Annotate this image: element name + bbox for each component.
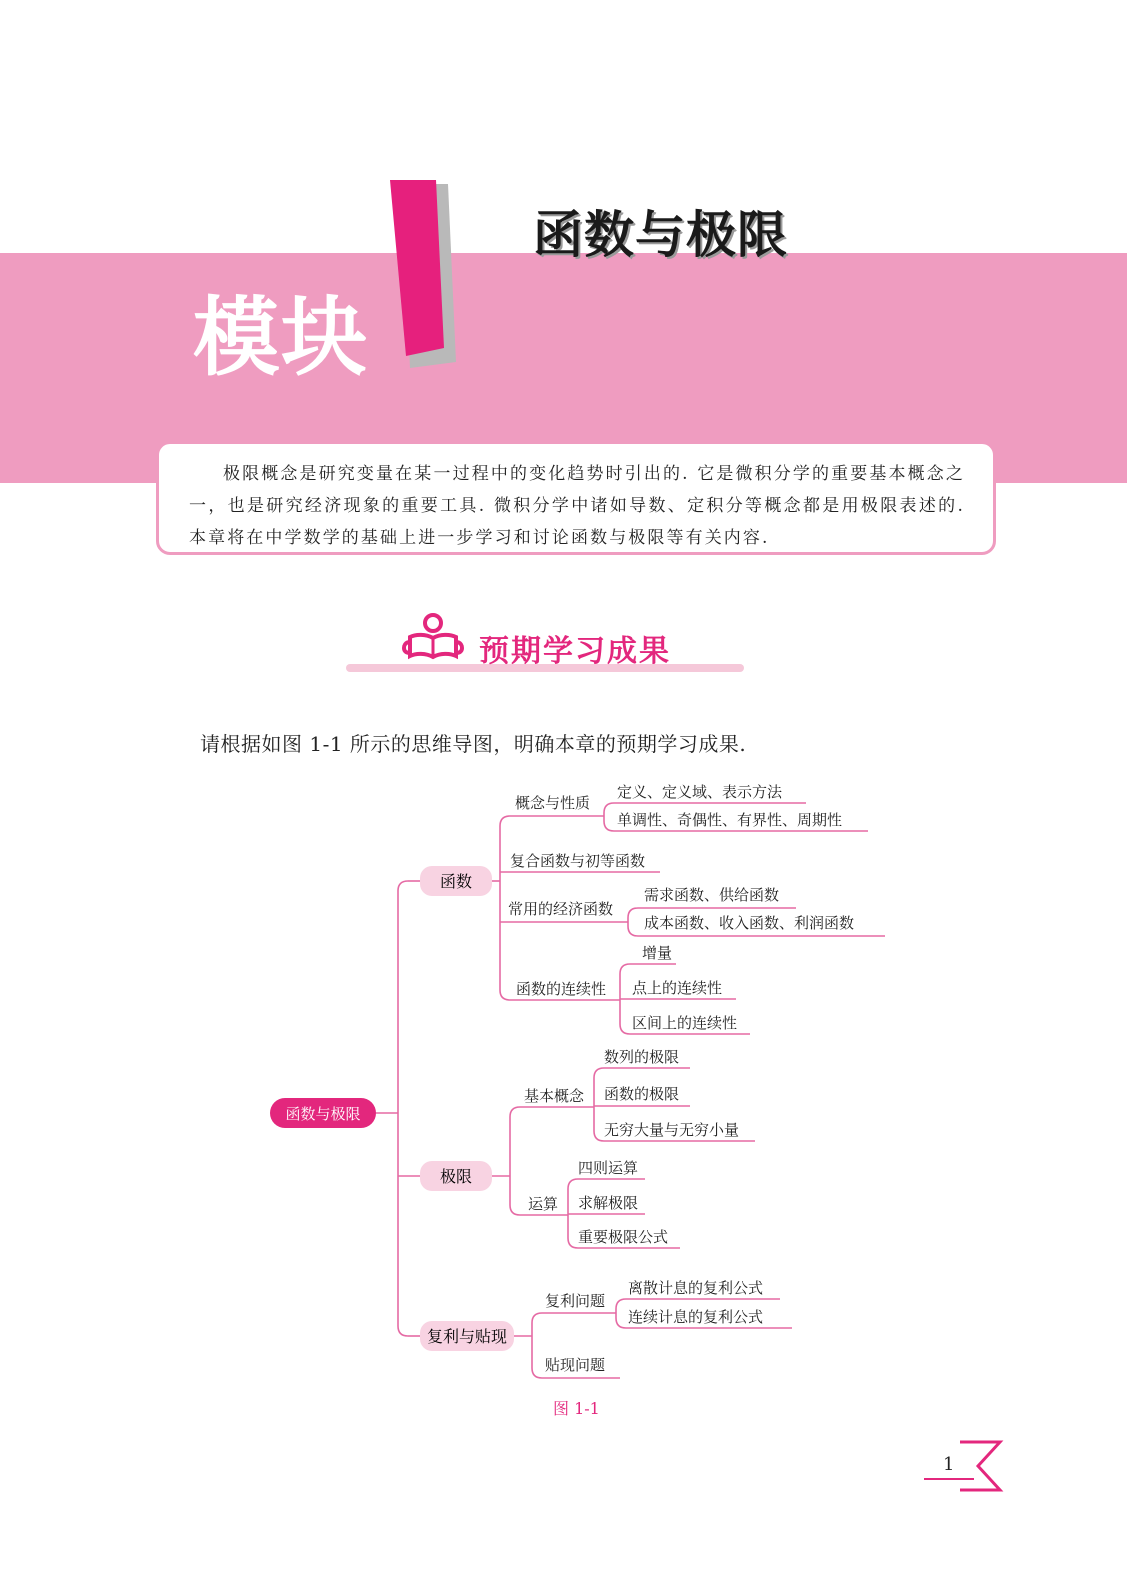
node-func-label: 函数 bbox=[439, 872, 473, 891]
node-func-concept: 概念与性质 bbox=[515, 794, 591, 812]
outcomes-title: 预期学习成果 bbox=[479, 634, 671, 669]
node-interest-comp-2: 连续计息的复利公式 bbox=[628, 1308, 764, 1326]
node-limit-ops-1: 四则运算 bbox=[578, 1159, 639, 1177]
node-limit-ops-2: 求解极限 bbox=[578, 1194, 639, 1212]
node-func-cont: 函数的连续性 bbox=[516, 980, 607, 998]
page-number: 1 bbox=[943, 1454, 955, 1475]
node-limit-basic-2: 函数的极限 bbox=[604, 1085, 680, 1103]
chapter-title: 函数与极限 bbox=[533, 206, 788, 264]
node-func-cont-1: 增量 bbox=[642, 944, 673, 962]
intro-text: 极限概念是研究变量在某一过程中的变化趋势时引出的. 它是微积分学的重要基本概念之一，也是研究经济现象的重要工具. 微积分学中诸如导数、定积分等概念都是用极限表述的. 本章将在中学数学的基础上进一步学习和讨论函数与极限等有关内容. bbox=[189, 464, 965, 548]
node-limit-basic-3: 无穷大量与无穷小量 bbox=[604, 1121, 740, 1139]
node-interest-label: 复利与贴现 bbox=[426, 1327, 508, 1346]
node-func-concept-2: 单调性、奇偶性、有界性、周期性 bbox=[617, 811, 843, 829]
node-limit-ops-3: 重要极限公式 bbox=[578, 1228, 669, 1246]
node-func-econ-1: 需求函数、供给函数 bbox=[644, 886, 780, 904]
module-number-text: 1 bbox=[416, 298, 417, 299]
node-func-concept-1: 定义、定义域、表示方法 bbox=[617, 783, 783, 801]
node-interest-disc: 贴现问题 bbox=[545, 1356, 606, 1374]
node-func-composite: 复合函数与初等函数 bbox=[510, 852, 646, 870]
node-limit-ops: 运算 bbox=[528, 1195, 559, 1213]
node-func-cont-3: 区间上的连续性 bbox=[632, 1014, 738, 1032]
node-interest-comp: 复利问题 bbox=[545, 1292, 606, 1310]
root-node-label: 函数与极限 bbox=[285, 1105, 361, 1123]
module-word: 模块 bbox=[193, 288, 369, 388]
node-limit-basic: 基本概念 bbox=[524, 1087, 585, 1105]
node-limit-label: 极限 bbox=[439, 1167, 473, 1186]
figure-caption: 图 1-1 bbox=[553, 1399, 600, 1418]
node-func-econ: 常用的经济函数 bbox=[508, 900, 614, 918]
node-func-econ-2: 成本函数、收入函数、利润函数 bbox=[644, 914, 855, 932]
node-limit-basic-1: 数列的极限 bbox=[604, 1048, 680, 1066]
page-corner-mark-icon bbox=[920, 1438, 1010, 1498]
node-func-cont-2: 点上的连续性 bbox=[632, 979, 723, 997]
node-interest-comp-1: 离散计息的复利公式 bbox=[628, 1279, 764, 1297]
lead-sentence: 请根据如图 1-1 所示的思维导图，明确本章的预期学习成果. bbox=[200, 732, 747, 756]
